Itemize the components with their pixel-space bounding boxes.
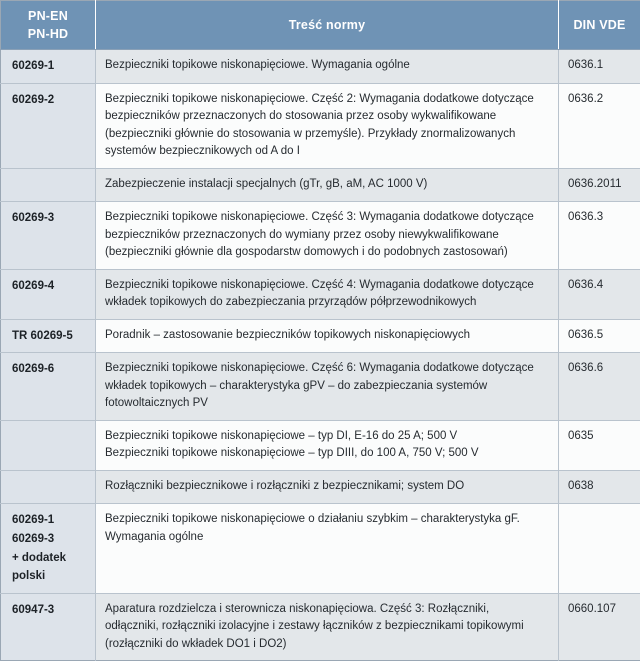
- standard-content-line: (bezpieczniki głównie dla gospodarstw domowych i do podobnych zastosowań): [105, 244, 549, 261]
- table-body: [1, 50, 640, 661]
- standard-content-line: Aparatura rozdzielcza i sterownicza niskonapięciowa. Część 3: Rozłączniki,: [105, 601, 549, 618]
- cell-din-vde: 0636.5: [559, 319, 640, 353]
- column-header-pn-code: [1, 1, 96, 50]
- table-row: [1, 420, 640, 470]
- standard-content-line: bezpieczników przeznaczonych do stosowania przez osoby wykwalifikowane: [105, 108, 549, 125]
- standard-content-line: Zabezpieczenie instalacji specjalnych (gTr, gB, aM, AC 1000 V): [105, 176, 549, 193]
- cell-standard-content: [96, 504, 559, 594]
- cell-standard-content: [96, 319, 559, 353]
- cell-din-vde: 0636.2011: [559, 168, 640, 202]
- cell-standard-code: [1, 83, 96, 168]
- cell-standard-content: [96, 83, 559, 168]
- standard-content-line: Bezpieczniki topikowe niskonapięciowe. Część 6: Wymagania dodatkowe dotyczące: [105, 360, 549, 377]
- standard-content-line: Bezpieczniki topikowe niskonapięciowe. Część 3: Wymagania dodatkowe dotyczące: [105, 209, 549, 226]
- standard-code-line: 60269-1: [12, 57, 86, 76]
- cell-standard-code: [1, 50, 96, 84]
- standard-content-line: Wymagania ogólne: [105, 529, 549, 546]
- standard-content-line: (bezpieczniki głównie do stosowania w przemyśle). Przykłady znormalizowanych: [105, 126, 549, 143]
- cell-standard-code: [1, 470, 96, 504]
- standard-content-line: odłączniki, rozłączniki izolacyjne i zestawy łączników z bezpiecznikami topikowymi: [105, 618, 549, 635]
- standard-code-line: TR 60269-5: [12, 327, 86, 346]
- cell-standard-content: [96, 168, 559, 202]
- cell-standard-code: [1, 168, 96, 202]
- standard-code-line: 60269-3: [12, 530, 86, 549]
- standard-code-line: 60269-2: [12, 91, 86, 110]
- standard-content-line: wkładek topikowych do zabezpieczania przyrządów półprzewodnikowych: [105, 294, 549, 311]
- table-row: [1, 470, 640, 504]
- standard-content-line: bezpieczników przeznaczonych do wymiany przez osoby niewykwalifikowane: [105, 227, 549, 244]
- standard-content-line: systemów bezpiecznikowych od A do I: [105, 143, 549, 160]
- column-header-pn-en: PN-EN: [9, 7, 87, 25]
- table-row: [1, 168, 640, 202]
- standard-content-line: Poradnik – zastosowanie bezpieczników topikowych niskonapięciowych: [105, 327, 549, 344]
- cell-standard-code: [1, 319, 96, 353]
- cell-din-vde: 0636.4: [559, 269, 640, 319]
- table-row: [1, 319, 640, 353]
- cell-standard-code: [1, 593, 96, 660]
- table-row: [1, 202, 640, 269]
- standard-code-line: 60269-3: [12, 209, 86, 228]
- header-row: [1, 1, 640, 50]
- standard-content-line: Rozłączniki bezpiecznikowe i rozłączniki z bezpiecznikami; system DO: [105, 478, 549, 495]
- standard-content-line: Bezpieczniki topikowe niskonapięciowe. Wymagania ogólne: [105, 57, 549, 74]
- cell-standard-code: [1, 504, 96, 594]
- cell-standard-content: [96, 269, 559, 319]
- standard-code-line: 60947-3: [12, 601, 86, 620]
- column-header-din-vde: DIN VDE: [559, 1, 640, 50]
- cell-din-vde: 0636.6: [559, 353, 640, 420]
- standard-content-line: fotowoltaicznych PV: [105, 395, 549, 412]
- cell-standard-code: [1, 202, 96, 269]
- standard-code-line: 60269-4: [12, 277, 86, 296]
- cell-din-vde: 0660.107: [559, 593, 640, 660]
- cell-din-vde: 0636.3: [559, 202, 640, 269]
- table-row: [1, 83, 640, 168]
- cell-standard-content: [96, 470, 559, 504]
- cell-standard-code: [1, 269, 96, 319]
- cell-standard-content: [96, 593, 559, 660]
- cell-standard-content: [96, 420, 559, 470]
- standard-content-line: (rozłączniki do wkładek DO1 i DO2): [105, 636, 549, 653]
- column-header-content: Treść normy: [96, 1, 559, 50]
- cell-din-vde: 0635: [559, 420, 640, 470]
- standard-content-line: Bezpieczniki topikowe niskonapięciowe. Część 4: Wymagania dodatkowe dotyczące: [105, 277, 549, 294]
- cell-standard-code: [1, 420, 96, 470]
- column-header-pn-hd: PN-HD: [9, 25, 87, 43]
- standard-content-line: Bezpieczniki topikowe niskonapięciowe. Część 2: Wymagania dodatkowe dotyczące: [105, 91, 549, 108]
- standard-content-line: Bezpieczniki topikowe niskonapięciowe – typ DI, E-16 do 25 A; 500 V: [105, 428, 549, 445]
- table-row: [1, 504, 640, 594]
- table-row: [1, 50, 640, 84]
- standard-code-line: 60269-1: [12, 511, 86, 530]
- cell-din-vde: 0638: [559, 470, 640, 504]
- standard-code-line: + dodatek: [12, 549, 86, 568]
- standard-code-line: 60269-6: [12, 360, 86, 379]
- cell-standard-content: [96, 202, 559, 269]
- cell-din-vde: 0636.2: [559, 83, 640, 168]
- standard-code-line: polski: [12, 567, 86, 586]
- table-header: [1, 1, 640, 50]
- table-row: [1, 593, 640, 660]
- table-row: [1, 353, 640, 420]
- table-row: [1, 269, 640, 319]
- cell-standard-content: [96, 50, 559, 84]
- standard-content-line: wkładek topikowych – charakterystyka gPV – do zabezpieczania systemów: [105, 378, 549, 395]
- cell-din-vde: [559, 504, 640, 594]
- standard-content-line: Bezpieczniki topikowe niskonapięciowe – typ DIII, do 100 A, 750 V; 500 V: [105, 445, 549, 462]
- cell-din-vde: 0636.1: [559, 50, 640, 84]
- cell-standard-code: [1, 353, 96, 420]
- cell-standard-content: [96, 353, 559, 420]
- standard-content-line: Bezpieczniki topikowe niskonapięciowe o działaniu szybkim – charakterystyka gF.: [105, 511, 549, 528]
